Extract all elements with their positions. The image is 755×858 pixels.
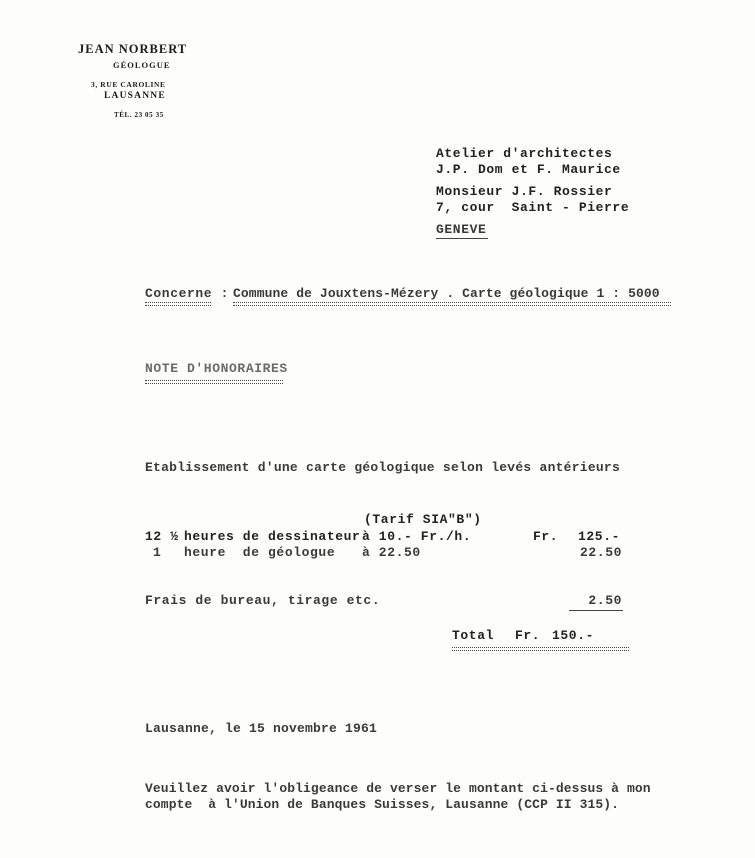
subject-label-underline: [145, 302, 211, 306]
office-costs-underline: [569, 610, 623, 611]
item-quantity: 1: [153, 545, 162, 560]
letterhead-phone: TÉL. 23 05 35: [114, 111, 164, 119]
item-description: heures de dessinateur: [184, 529, 361, 544]
letterhead-title: GÉOLOGUE: [113, 60, 171, 70]
letter-date: Lausanne, le 15 novembre 1961: [145, 721, 378, 736]
office-costs-amount: 2.50: [588, 593, 622, 608]
item-description: heure de géologue: [184, 545, 336, 560]
total-underline: [452, 647, 629, 651]
letterhead-street: 3, RUE CAROLINE: [91, 80, 166, 89]
recipient-line-2: J.P. Dom et F. Maurice: [436, 162, 621, 177]
item-rate: à 10.- Fr./h.: [362, 529, 472, 544]
item-amount: 125.-: [577, 529, 620, 544]
tariff-note: (Tarif SIA"B"): [364, 512, 482, 527]
item-rate: à 22.50: [362, 545, 421, 560]
subject-text-underline: [233, 302, 671, 306]
recipient-city: GENEVE: [436, 222, 487, 237]
closing-line-2: compte à l'Union de Banques Suisses, Lausanne (CCP II 315).: [145, 797, 620, 812]
office-costs-label: Frais de bureau, tirage etc.: [145, 593, 381, 608]
note-heading: NOTE D'HONORAIRES: [145, 361, 288, 376]
subject-label: Concerne :: [145, 286, 230, 301]
letterhead-city: LAUSANNE: [104, 91, 166, 101]
total-label: Total: [452, 628, 495, 643]
recipient-line-3: Monsieur J.F. Rossier: [436, 184, 613, 199]
recipient-city-underline: [436, 238, 488, 239]
total-currency: Fr.: [515, 628, 541, 643]
recipient-line-4: 7, cour Saint - Pierre: [436, 200, 630, 215]
item-amount: 22.50: [579, 545, 622, 560]
item-quantity: 12 ½: [145, 529, 179, 544]
total-amount: 150.-: [552, 628, 595, 643]
work-description: Etablissement d'une carte géologique selon levés antérieurs: [145, 460, 621, 475]
letterhead-name: JEAN NORBERT: [78, 42, 188, 56]
subject-text: Commune de Jouxtens-Mézery . Carte géologique 1 : 5000: [233, 286, 660, 301]
closing-line-1: Veuillez avoir l'obligeance de verser le montant ci-dessus à mon: [145, 781, 651, 796]
note-heading-underline: [145, 380, 283, 384]
recipient-line-1: Atelier d'architectes: [436, 146, 613, 161]
item-currency: Fr.: [533, 529, 559, 544]
